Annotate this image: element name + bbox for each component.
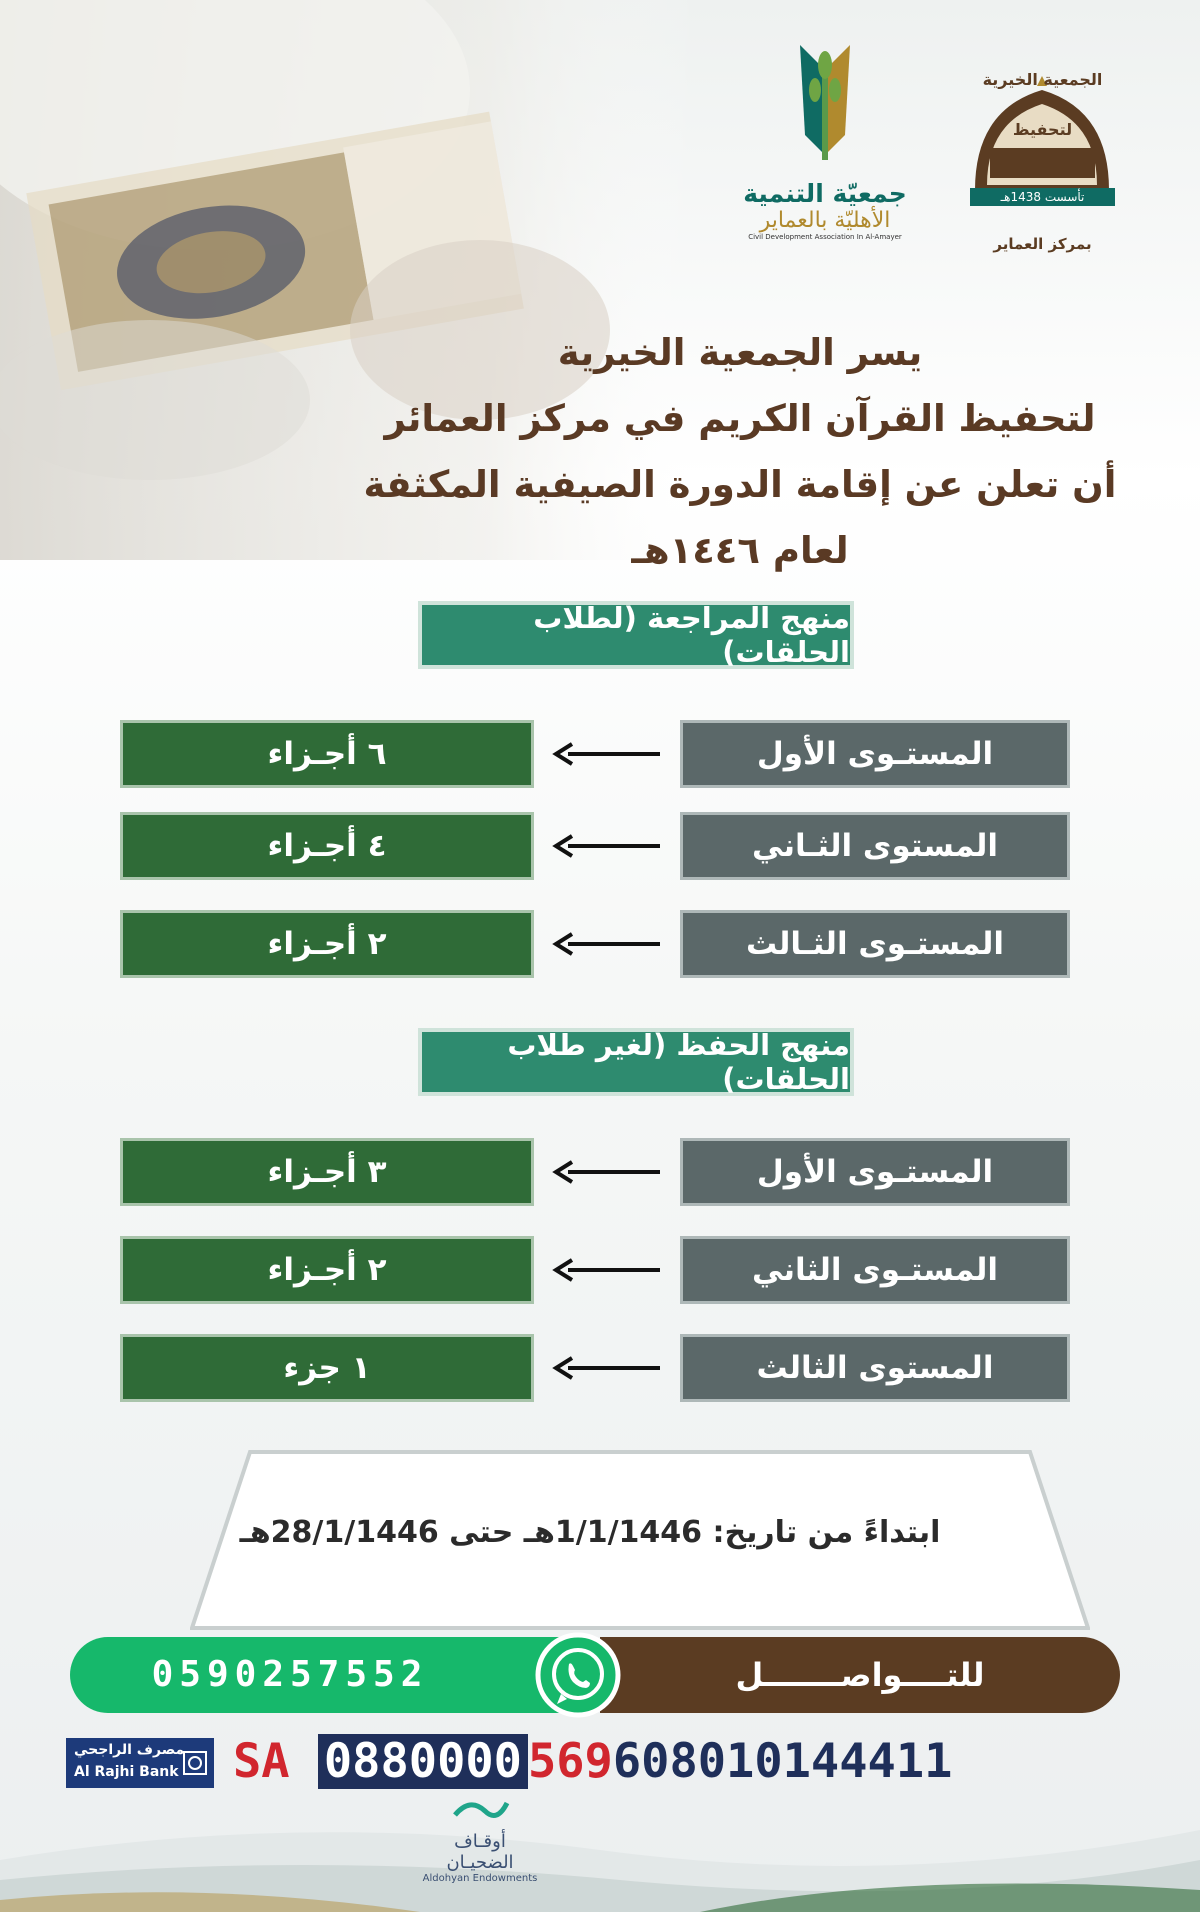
review-row-2-parts: ٤ أجـزاء: [120, 812, 534, 880]
quran-society-est-text: تأسست 1438هـ: [1000, 190, 1085, 204]
headline-line-2: لتحفيظ القرآن الكريم في مركز العمائر: [384, 397, 1096, 440]
iban-middle: 0880000: [318, 1734, 528, 1789]
association-english-name: Civil Development Association In Al-Amayer: [748, 233, 902, 241]
quran-society-top-text: الجمعية الخيرية: [982, 70, 1103, 89]
iban-rest: 608010144411: [612, 1734, 953, 1789]
memorize-row-3: [0, 1334, 1200, 1406]
endowment-arabic-top: أوقـاف: [454, 1831, 506, 1852]
quran-society-bottom-text: بمركز العماير: [993, 235, 1092, 253]
association-logo: [730, 35, 920, 265]
bank-english-name: Al Rajhi Bank: [74, 1764, 179, 1780]
association-arabic-name: جمعيّة التنمية: [743, 179, 907, 208]
al-rajhi-bank-logo: [66, 1738, 214, 1788]
left-arrow-icon: [550, 1156, 670, 1188]
left-arrow-icon: [550, 1352, 670, 1384]
iban-red-part: 569: [527, 1734, 613, 1789]
memorize-row-2-parts: ٢ أجـزاء: [120, 1236, 534, 1304]
quran-society-middle-text: لتحفيظ: [1012, 120, 1073, 139]
review-row-1-level: المستـوى الأول: [680, 720, 1070, 788]
mosque-dome-emblem-icon: [955, 70, 1130, 230]
memorize-row-1: [0, 1138, 1200, 1210]
iban-prefix: SA: [233, 1734, 290, 1789]
review-row-1-parts: ٦ أجـزاء: [120, 720, 534, 788]
left-arrow-icon: [550, 928, 670, 960]
announcement-headline: [360, 320, 1120, 584]
wheat-emblem-icon: [730, 35, 920, 175]
memorize-row-3-level: المستوى الثالث: [680, 1334, 1070, 1402]
endowment-arabic-bottom: الضحيـان: [446, 1852, 514, 1873]
memorize-section-title: منهج الحفظ (لغير طلاب الحلقات): [418, 1028, 854, 1096]
memorize-row-1-parts: ٣ أجـزاء: [120, 1138, 534, 1206]
contact-label: للتــــواصـــــــل: [600, 1637, 1120, 1713]
review-row-3: [0, 910, 1200, 982]
review-row-2: [0, 812, 1200, 884]
whatsapp-icon[interactable]: [535, 1632, 621, 1718]
bank-emblem-icon: [182, 1750, 208, 1776]
review-section-title: منهج المراجعة (لطلاب الحلقات): [418, 601, 854, 669]
endowment-emblem-icon: [445, 1795, 515, 1827]
endowment-english: Aldohyan Endowments: [422, 1873, 538, 1884]
left-arrow-icon: [550, 1254, 670, 1286]
date-range-text: ابتداءً من تاريخ: 1/1/1446هـ حتى 28/1/1446هـ: [239, 1515, 941, 1550]
footer-wave: [0, 1800, 1200, 1912]
memorize-row-3-parts: ١ جزء: [120, 1334, 534, 1402]
review-row-3-level: المستـوى الثـالث: [680, 910, 1070, 978]
left-arrow-icon: [550, 738, 670, 770]
review-row-3-parts: ٢ أجـزاء: [120, 910, 534, 978]
headline-line-1: يسر الجمعية الخيرية: [557, 331, 923, 374]
bank-arabic-name: مصرف الراجحي: [74, 1742, 185, 1758]
quran-society-logo: [955, 70, 1130, 265]
headline-line-3: أن تعلن عن إقامة الدورة الصيفية المكثفة: [363, 463, 1117, 506]
headline-line-4: لعام ١٤٤٦هـ: [631, 529, 849, 572]
memorize-row-1-level: المستـوى الأول: [680, 1138, 1070, 1206]
memorize-row-2: [0, 1236, 1200, 1308]
review-row-1: [0, 720, 1200, 792]
left-arrow-icon: [550, 830, 670, 862]
iban-number[interactable]: [233, 1732, 1133, 1792]
memorize-row-2-level: المستـوى الثاني: [680, 1236, 1070, 1304]
review-row-2-level: المستوى الثـاني: [680, 812, 1070, 880]
phone-number[interactable]: 0590257552: [151, 1654, 429, 1695]
association-arabic-sub: الأهليّة بالعماير: [759, 208, 891, 233]
aldohyan-endowments-logo: [405, 1795, 555, 1912]
